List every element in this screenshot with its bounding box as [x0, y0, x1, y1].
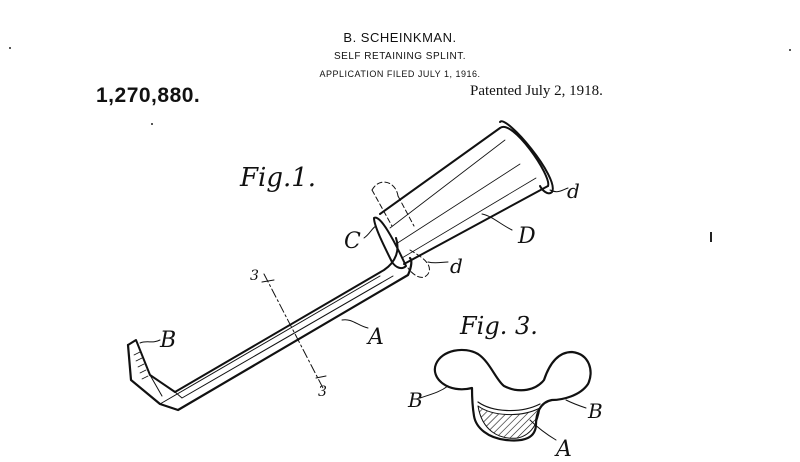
fig3-label: Fig. 3.	[460, 312, 538, 340]
fig1-label-b: B	[160, 328, 177, 353]
figure-3	[407, 312, 603, 462]
inventor-name: B. SCHEINKMAN.	[343, 30, 457, 45]
patent-title: SELF RETAINING SPLINT.	[334, 51, 466, 62]
patent-date: Patented July 2, 1918.	[470, 83, 603, 99]
splint-body	[128, 238, 411, 410]
fig1-label-d-lowercase-bottom: d	[450, 254, 463, 278]
dashed-ring	[372, 182, 429, 277]
fig1-label-a: A	[368, 325, 384, 350]
fig1-label-d-upper: D	[518, 224, 536, 249]
fig1-label-c: C	[344, 229, 361, 254]
section-label-bottom: 3	[318, 384, 327, 400]
patent-number: 1,270,880.	[96, 84, 201, 107]
fig3-label-b-left: B	[408, 388, 423, 412]
figure-1	[128, 121, 580, 410]
section-label-top: 3	[250, 268, 259, 284]
fig3-label-a: A	[556, 437, 572, 462]
section-line	[262, 274, 326, 390]
fig1-label: Fig.1.	[240, 163, 317, 193]
fig3-label-b-right: B	[588, 399, 603, 423]
filing-date: APPLICATION FILED JULY 1, 1916.	[319, 69, 481, 79]
paper-specks	[9, 47, 791, 242]
collar-c	[374, 218, 406, 268]
fig1-label-d-lowercase-top: d	[567, 179, 580, 203]
